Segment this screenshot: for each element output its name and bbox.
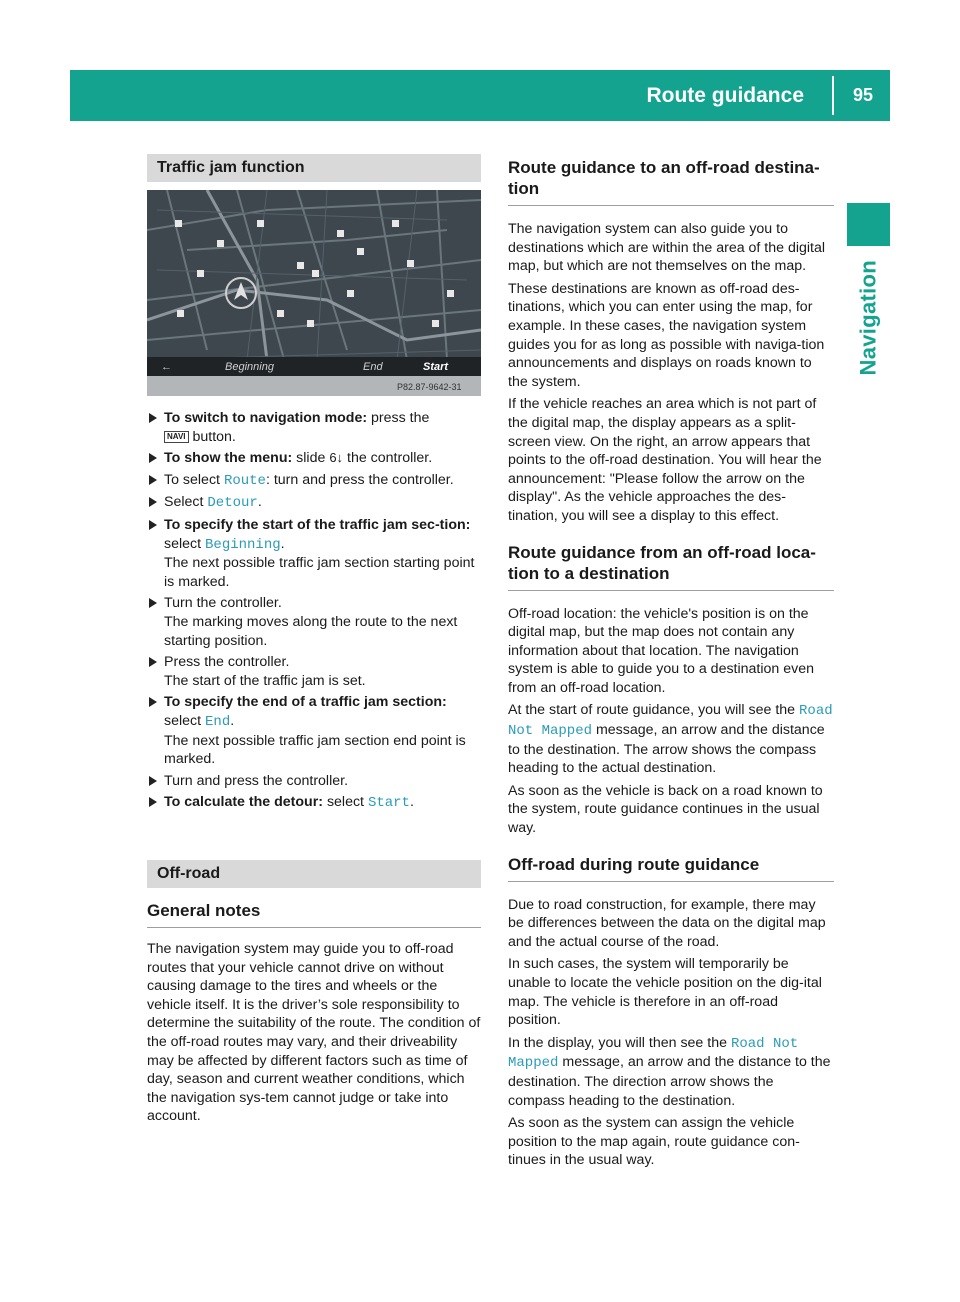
page-header-title: Route guidance [646, 84, 804, 107]
navigation-map-screenshot [147, 190, 481, 396]
offroad-during-p1: Due to road construction, for example, there may be differences between the data on the digital map and the actual course of the road. [508, 896, 826, 950]
road-not-mapped-code: Road Not Mapped [508, 703, 833, 740]
step-4: Select Detour. [147, 493, 481, 513]
offroad-destination-p2: These destinations are known as off-road des-tinations, which you can enter using the map, for example. In these cases, the navigation system guides you for as long as possible with naviga-tion announcements and displays on roads known to the system. [508, 280, 825, 390]
page-header-bar [70, 70, 890, 121]
step-8: To specify the end of a traffic jam section: select End. The next possible traffic jam section end point is marked. [147, 693, 481, 768]
traffic-jam-steps [147, 409, 481, 816]
offroad-location-p3: As soon as the vehicle is back on a road known to the system, route guidance continues in the usual way. [508, 782, 823, 837]
map-menu-end: End [363, 361, 383, 373]
general-notes-text: The navigation system may guide you to off-road routes that your vehicle cannot drive on without causing damage to the tires and wheels or the vehicle itself. It is the driver’s sole responsibility to determine the suitability of the route. The condition of the off-road routes may vary, and their driveability may be affected by different factors such as time of day, season and current weather conditions, which the navigation sys-tem cannot judge or take into account. [147, 941, 481, 1125]
side-tab-text: Navigation [855, 260, 881, 376]
side-tab-marker [847, 203, 890, 246]
traffic-jam-heading: Traffic jam function [147, 154, 481, 182]
side-tab-label [847, 260, 890, 490]
map-graphic [147, 190, 481, 396]
offroad-during-title: Off-road during route guidance [508, 854, 834, 882]
step-1: To switch to navigation mode: press the NAVI button. [147, 409, 481, 446]
offroad-during-p3: In the display, you will then see the Road Not Mapped message, an arrow and the distance to the destination. The direction arrow shows the compass heading to the destination. [508, 1034, 831, 1109]
offroad-location-p1: Off-road location: the vehicle's position is on the digital map, but the map does not contain any information about that location. The navigation system is able to guide you to a destination even from an off-road location. [508, 605, 815, 696]
step-5: To specify the start of the traffic jam sec-tion: select Beginning. The next possible traffic jam section starting point is marked. [147, 516, 481, 591]
offroad-destination-title: Route guidance to an off-road destina-tion [508, 157, 834, 206]
step-10: To calculate the detour: select Start. [147, 793, 481, 813]
offroad-during-p4: As soon as the system can assign the vehicle position to the map again, route guidance con-tinues in the usual way. [508, 1115, 800, 1169]
step-9: Turn and press the controller. [147, 772, 481, 791]
map-menu-start: Start [423, 361, 449, 373]
offroad-destination-p3: If the vehicle reaches an area which is not part of the digital map, the display appears as a split-screen view. On the right, an arrow appears that points to the off-road destination. You will hear the announcement: "Please follow the arrow on the display". As the vehicle approaches the des-tination, you will see a display to this effect. [508, 396, 822, 524]
general-notes-title: General notes [147, 900, 481, 928]
offroad-location-title: Route guidance from an off-road loca-tion to a destination [508, 542, 834, 591]
svg-text:←: ← [161, 361, 172, 373]
offroad-location-p2: At the start of route guidance, you will see the Road Not Mapped message, an arrow and the distance to the destination. The arrow shows the compass heading to the actual destination. [508, 702, 833, 777]
navi-key-icon: NAVI [164, 431, 189, 443]
controller-slide-icon: 6↓ [329, 450, 344, 466]
step-6: Turn the controller. The marking moves along the route to the next starting position. [147, 594, 481, 650]
offroad-during-p2: In such cases, the system will temporarily be unable to locate the vehicle position on the dig-ital map. The vehicle is therefore in an off-road position. [508, 956, 822, 1029]
map-menu-beginning: Beginning [225, 361, 274, 373]
image-code: P82.87-9642-31 [397, 382, 462, 392]
right-column [508, 157, 834, 1174]
offroad-destination-p1: The navigation system can also guide you to destinations which are within the area of the digital map, but which are not themselves on the map. [508, 221, 826, 275]
offroad-heading: Off-road [147, 860, 481, 888]
page-number: 95 [852, 85, 874, 105]
road-not-mapped-code-2: Road Not Mapped [508, 1035, 799, 1072]
traffic-jam-section-header [147, 154, 481, 182]
step-3: To select Route: turn and press the controller. [147, 471, 481, 491]
header-divider [832, 76, 834, 115]
step-2: To show the menu: slide 6↓ the controller. [147, 449, 481, 468]
step-7: Press the controller. The start of the traffic jam is set. [147, 653, 481, 690]
offroad-section [147, 860, 481, 1130]
